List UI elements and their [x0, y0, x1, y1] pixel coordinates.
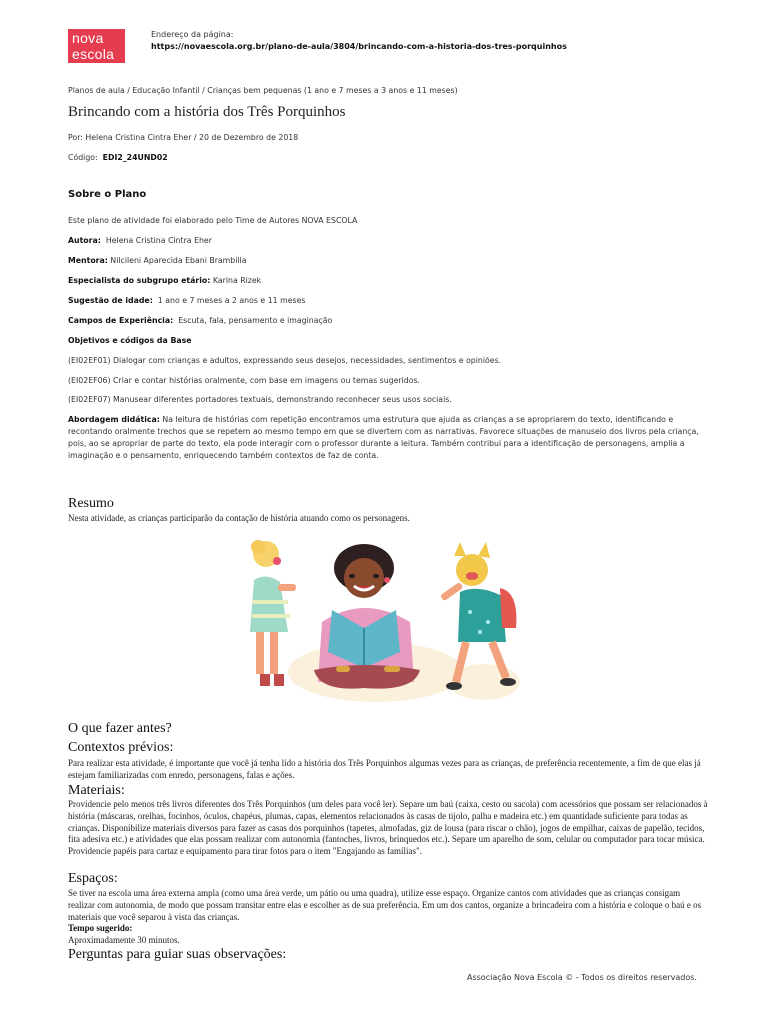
materiais-heading: Materiais: — [68, 783, 125, 798]
tempo-label: Tempo sugerido: — [68, 923, 133, 934]
campos-value: Escuta, fala, pensamento e imaginação — [178, 316, 333, 325]
idade-label: Sugestão de idade: — [68, 296, 153, 305]
autora-value: Helena Cristina Cintra Eher — [105, 236, 212, 245]
nova-escola-logo[interactable] — [68, 29, 125, 63]
abordagem-paragraph — [68, 414, 708, 462]
campos-row — [68, 316, 332, 325]
address-url[interactable]: https://novaescola.org.br/plano-de-aula/3804/brincando-com-a-historia-dos-tres-porquinhos — [151, 42, 567, 51]
mentora-value: Nilcileni Aparecida Ebani Brambilla — [110, 256, 247, 265]
code-value: EDI2_24UND02 — [102, 153, 168, 162]
espacos-paragraph: Se tiver na escola uma área externa ampla (como uma área verde, um pátio ou uma quadra), utilize esse espaço. Organize cantos com atividades que as crianças consigam realizar com autonomia, de modo que possam transitar entre elas e escolher as de sua preferência. Em um dos cantos, organize a brincadeira com a história e coloque o baú e os materiais que você separou à vista das crianças. — [68, 888, 702, 922]
tempo-value: Aproximadamente 30 minutos. — [68, 935, 180, 946]
objetivo-item: (EI02EF07) Manusear diferentes portadores textuais, demonstrando reconhecer seus usos sociais. — [68, 395, 452, 404]
especialista-value: Karina Rizek — [212, 276, 262, 285]
breadcrumb[interactable]: Planos de aula / Educação Infantil / Crianças bem pequenas (1 ano e 7 meses a 3 anos e 11 meses) — [68, 86, 458, 95]
resumo-text: Nesta atividade, as crianças participarão da contação de história atuando como os personagens. — [68, 513, 410, 523]
plan-code — [68, 153, 168, 162]
boy-reading-figure — [314, 544, 420, 689]
espacos-text — [68, 888, 708, 947]
page-title: Brincando com a história dos Três Porquinhos — [68, 104, 346, 120]
objetivos-heading: Objetivos e códigos da Base — [68, 336, 192, 345]
address-label: Endereço da página: — [151, 30, 234, 39]
mentora-label: Mentora: — [68, 256, 108, 265]
idade-value: 1 ano e 7 meses a 2 anos e 11 meses — [157, 296, 306, 305]
abordagem-text: Na leitura de histórias com repetição encontramos uma estrutura que ajuda as crianças a se apropriarem do texto, identificando e recontando oralmente trechos que se repetem ao mesmo tempo em que se divertem com as narrativas. Favorece situações de manuseio dos livros pela criança, pois, ao se apropriar de parte do texto, ela pode interagir com o professor durante a leitura. Também contribui para a identificação de personagens, amplia a imaginação e o pensamento, enriquecendo também contextos de faz de conta. — [68, 415, 699, 460]
autora-label: Autora: — [68, 236, 101, 245]
footer-copyright: Associação Nova Escola © - Todos os direitos reservados. — [467, 973, 697, 982]
sobre-intro: Este plano de atividade foi elaborado pelo Time de Autores NOVA ESCOLA — [68, 216, 358, 225]
antes-heading: O que fazer antes? — [68, 721, 172, 736]
girl-figure — [250, 540, 296, 686]
objetivo-item: (EI02EF01) Dialogar com crianças e adultos, expressando seus desejos, necessidades, sentimentos e opiniões. — [68, 356, 502, 365]
contextos-heading: Contextos prévios: — [68, 740, 174, 755]
children-reading-illustration — [244, 532, 524, 712]
materiais-text: Providencie pelo menos três livros diferentes dos Três Porquinhos (um deles para você ler). Separe um baú (caixa, cesto ou sacola) com acessórios que possam ser relacionados à história (máscaras, orelhas, focinhos, óculos, chapéus, plumas, capas, elementos relacionados às casas de tijolo, palha e madeira etc.) em quantidade suficiente para todas as crianças. Disponibilize materiais diversos para fazer as casas dos porquinhos (tapetes, almofadas, giz de lousa (para riscar o chão), jogos de empilhar, caixas de papelão, tecidos, fita adesiva etc.) e atividades que elas possam realizar com autonomia (fantoches, livros, brinquedos etc.). Separe um aparelho de som, celular ou computador para tocar música. Providencie papéis para cartaz e equipamento para tirar fotos para o item "Engajando as famílias". — [68, 799, 708, 857]
byline: Por: Helena Cristina Cintra Eher / 20 de Dezembro de 2018 — [68, 133, 299, 142]
especialista-label: Especialista do subgrupo etário: — [68, 276, 211, 285]
espacos-heading: Espaços: — [68, 871, 118, 886]
mentora-row — [68, 256, 247, 265]
abordagem-label: Abordagem didática: — [68, 415, 160, 424]
code-label: Código: — [68, 153, 98, 162]
idade-row — [68, 296, 305, 305]
especialista-row — [68, 276, 261, 285]
objetivo-item: (EI02EF06) Criar e contar histórias oralmente, com base em imagens ou temas sugeridos. — [68, 376, 421, 385]
logo-text-bottom: escola — [72, 46, 115, 62]
perguntas-heading: Perguntas para guiar suas observações: — [68, 947, 287, 962]
contextos-text: Para realizar esta atividade, é importante que você já tenha lido a história dos Três Porquinhos algumas vezes para as crianças, de preferência recentemente, a fim de que elas já estejam familiarizadas com enredo, personagens, falas e ações. — [68, 758, 701, 780]
autora-row — [68, 236, 212, 245]
resumo-heading: Resumo — [68, 496, 114, 511]
logo-text-top: nova — [72, 30, 104, 46]
section-heading-sobre: Sobre o Plano — [68, 189, 147, 200]
campos-label: Campos de Experiência: — [68, 316, 174, 325]
